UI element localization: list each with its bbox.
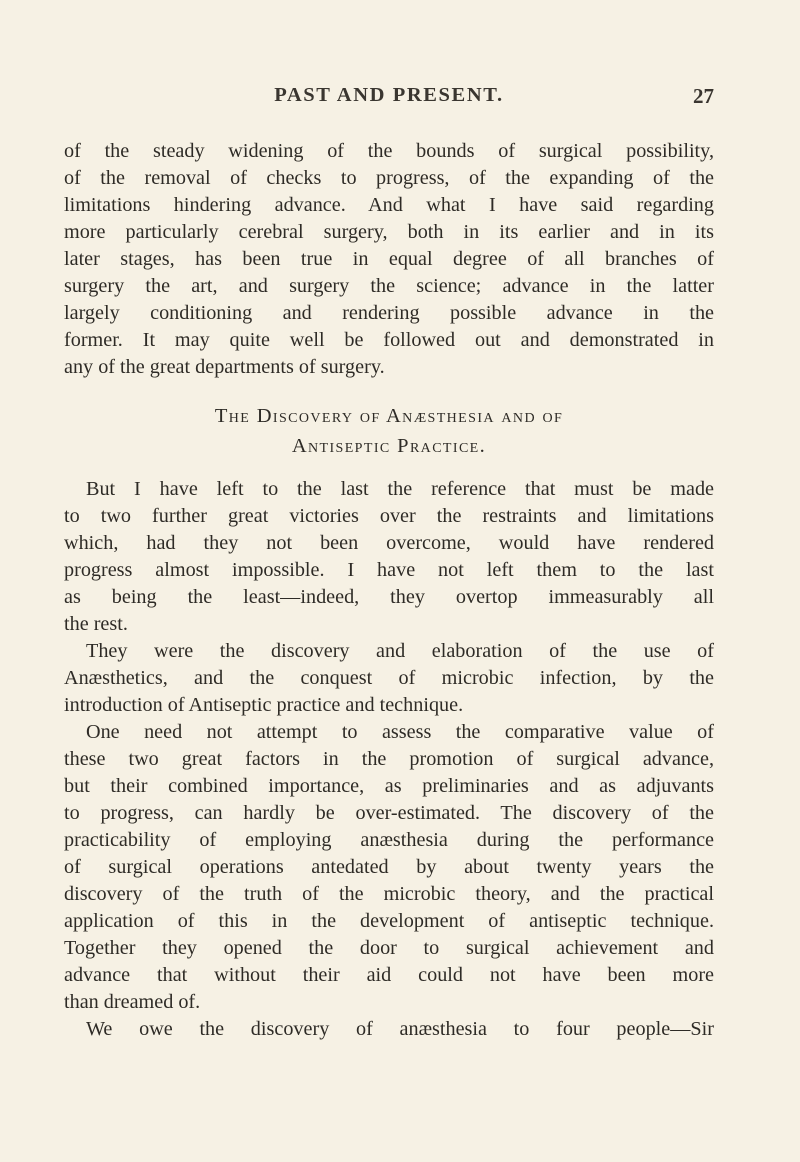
text-line: One need not attempt to assess the comparative value of <box>86 721 714 743</box>
paragraph-2 <box>64 476 714 638</box>
running-title: PAST AND PRESENT. <box>274 84 504 106</box>
paragraph-4 <box>64 719 714 1016</box>
text-line: introduction of Antiseptic practice and technique. <box>64 694 464 716</box>
text-line: We owe the discovery of anæsthesia to four people—Sir <box>86 1018 714 1040</box>
text-line: to progress, can hardly be over-estimated. The discovery of the <box>64 802 714 824</box>
text-line: of the steady widening of the bounds of surgical possibility, <box>64 140 714 162</box>
body-text <box>64 138 714 1043</box>
text-line: later stages, has been true in equal degree of all branches of <box>64 248 714 270</box>
text-line: more particularly cerebral surgery, both in its earlier and in its <box>64 221 714 243</box>
paragraph-3 <box>64 638 714 719</box>
page-number: 27 <box>693 84 714 108</box>
text-line: progress almost impossible. I have not left them to the last <box>64 559 714 581</box>
text-line: application of this in the development of antiseptic technique. <box>64 910 714 932</box>
text-line: these two great factors in the promotion of surgical advance, <box>64 748 714 770</box>
paragraph-5 <box>64 1016 714 1043</box>
text-line: limitations hindering advance. And what I have said regarding <box>64 194 714 216</box>
text-line: advance that without their aid could not have been more <box>64 964 714 986</box>
text-line: than dreamed of. <box>64 991 201 1013</box>
text-line: former. It may quite well be followed out and demonstrated in <box>64 329 714 351</box>
paragraph-1 <box>64 138 714 381</box>
text-line: of surgical operations antedated by about twenty years the <box>64 856 714 878</box>
text-line: They were the discovery and elaboration of the use of <box>86 640 714 662</box>
text-line: of the removal of checks to progress, of the expanding of the <box>64 167 714 189</box>
text-line: discovery of the truth of the microbic theory, and the practical <box>64 883 714 905</box>
text-line: Together they opened the door to surgical achievement and <box>64 937 714 959</box>
text-line: as being the least—indeed, they overtop immeasurably all <box>64 586 714 608</box>
section-heading-line: Antiseptic Practice. <box>291 435 487 457</box>
text-line: the rest. <box>64 613 128 635</box>
text-line: Anæsthetics, and the conquest of microbic infection, by the <box>64 667 714 689</box>
text-line: but their combined importance, as preliminaries and as adjuvants <box>64 775 714 797</box>
text-line: But I have left to the last the reference that must be made <box>86 478 714 500</box>
running-head <box>64 84 714 114</box>
section-heading-line: The Discovery of Anæsthesia and of <box>214 405 564 427</box>
text-line: largely conditioning and rendering possible advance in the <box>64 302 714 324</box>
text-line: practicability of employing anæsthesia during the performance <box>64 829 714 851</box>
text-line: any of the great departments of surgery. <box>64 356 385 378</box>
text-line: which, had they not been overcome, would have rendered <box>64 532 714 554</box>
text-line: to two further great victories over the restraints and limitations <box>64 505 714 527</box>
text-line: surgery the art, and surgery the science; advance in the latter <box>64 275 714 297</box>
section-heading <box>64 401 714 461</box>
